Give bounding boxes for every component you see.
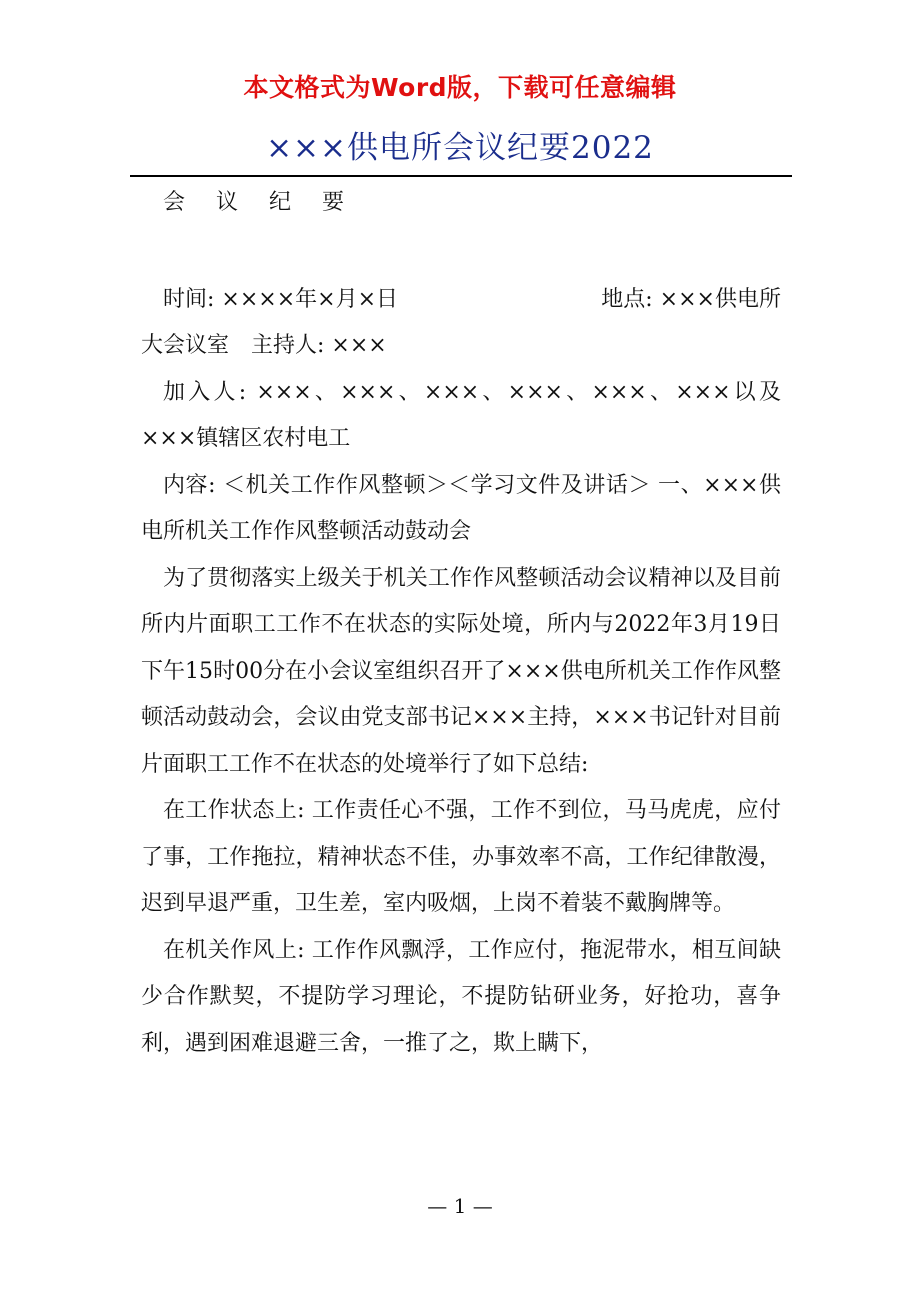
document-body bbox=[141, 180, 781, 1067]
paragraph-work-status: 在工作状态上: 工作责任心不强，工作不到位，马马虎虎，应付了事，工作拖拉，精神状态不佳，办事效率不高，工作纪律散漫，迟到早退严重，卫生差，室内吸烟，上岗不着装不戴胸牌等。 bbox=[141, 798, 781, 916]
title-divider bbox=[130, 175, 792, 177]
paragraph-content: 内容: ＜机关工作作风整顿＞＜学习文件及讲话＞ 一、×××供电所机关工作作风整顿活动鼓动会 bbox=[141, 472, 781, 544]
blank-line bbox=[141, 227, 781, 273]
document-title: ×××供电所会议纪要2022 bbox=[266, 130, 654, 166]
meeting-time: 时间: ××××年×月×日 bbox=[163, 286, 399, 312]
meeting-place: 地点: ×××供电所 bbox=[601, 286, 781, 312]
meeting-time-place-row bbox=[141, 277, 781, 324]
paragraph-work-style: 在机关作风上: 工作作风飘浮，工作应付，拖泥带水，相互间缺少合作默契，不提防学习理论，不提防钻研业务，好抢功，喜争利，遇到困难退避三舍，一推了之，欺上瞒下， bbox=[141, 937, 781, 1056]
download-banner: 本文格式为Word版，下载可任意编辑 bbox=[243, 73, 677, 102]
page-number: — 1 — bbox=[427, 1194, 493, 1218]
meeting-room-host: 大会议室 主持人: ××× bbox=[141, 333, 387, 358]
meeting-participants: 加入人: ×××、×××、×××、×××、×××、×××以及×××镇辖区农村电工 bbox=[141, 379, 781, 451]
section-heading: 会 议 纪 要 bbox=[163, 190, 356, 215]
paragraph-background: 为了贯彻落实上级关于机关工作作风整顿活动会议精神以及目前所内片面职工工作不在状态的实际处境，所内与2022年3月19日下午15时00分在小会议室组织召开了×××供电所机关工作作风整顿活动鼓动会，会议由党支部书记×××主持，×××书记针对目前片面职工工作不在状态的处境举行了如下总结: bbox=[141, 565, 781, 777]
